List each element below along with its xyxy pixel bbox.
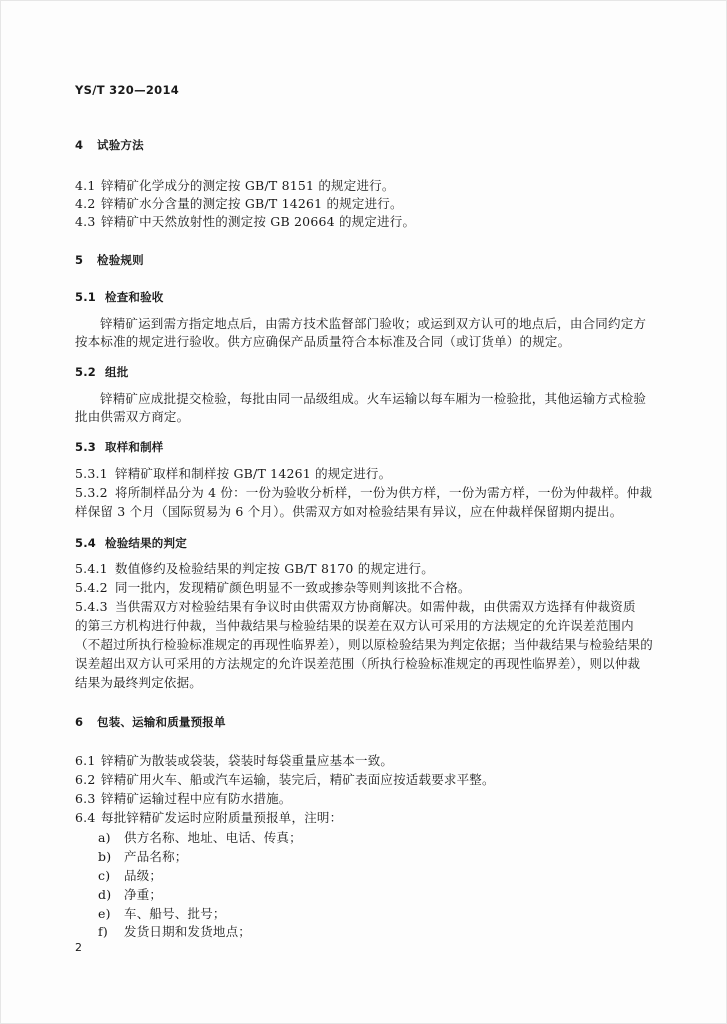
list-marker: b) (98, 849, 112, 864)
paragraph-line: 批由供需双方商定。 (75, 409, 190, 424)
clause-text: 锌精矿为散装或袋装，袋装时每袋重量应基本一致。 (101, 753, 394, 768)
subsection-5-3-heading (75, 439, 164, 455)
clause-5-4-1 (75, 561, 434, 577)
clause-6-4 (75, 810, 342, 826)
clause-4-1 (75, 178, 395, 194)
standard-code: YS/T 320—2014 (75, 83, 180, 97)
clause-5-3-2 (75, 485, 652, 501)
clause-text: 锌精矿中天然放射性的测定按 GB 20664 的规定进行。 (101, 214, 416, 229)
list-text: 品级； (124, 868, 163, 883)
paragraph-line: 结果为最终判定依据。 (75, 675, 203, 690)
paragraph-line: 误差超出双方认可采用的方法规定的允许误差范围（所执行检验标准规定的再现性临界差），则以仲裁 (75, 656, 641, 671)
clause-number: 6.3 (75, 791, 96, 806)
list-item (98, 887, 162, 903)
section-number: 6 (75, 715, 84, 729)
clause-text: 锌精矿用火车、船或汽车运输，装完后，精矿表面应按适载要求平整。 (101, 772, 495, 787)
clause-5-4-3 (75, 599, 636, 615)
clause-6-2 (75, 772, 495, 788)
list-marker: c) (98, 868, 111, 883)
list-item (98, 868, 162, 884)
clause-number: 4.3 (75, 214, 96, 229)
clause-number: 4.2 (75, 196, 96, 211)
section-number: 4 (75, 138, 84, 152)
clause-number: 5.4.1 (75, 561, 108, 576)
subsection-number: 5.3 (75, 440, 96, 454)
clause-text: 数值修约及检验结果的判定按 GB/T 8170 的规定进行。 (115, 561, 434, 576)
clause-5-3-1 (75, 466, 391, 482)
clause-text: 当供需双方对检验结果有争议时由供需双方协商解决。如需仲裁，由供需双方选择有仲裁资质 (115, 599, 636, 614)
clause-5-4-2 (75, 580, 471, 596)
list-item (98, 849, 188, 865)
list-text: 车、船号、批号； (124, 906, 226, 921)
clause-number: 6.2 (75, 772, 96, 787)
clause-number: 6.4 (75, 810, 96, 825)
subsection-5-2-heading (75, 364, 128, 380)
clause-number: 5.4.3 (75, 599, 108, 614)
section-title: 包装、运输和质量预报单 (97, 715, 226, 729)
paragraph-line: 按本标准的规定进行验收。供方应确保产品质量符合本标准及合同（或订货单）的规定。 (75, 334, 571, 349)
clause-number: 5.3.1 (75, 466, 108, 481)
list-marker: a) (98, 830, 111, 845)
subsection-5-4-heading (75, 535, 187, 551)
clause-text: 同一批内，发现精矿颜色明显不一致或掺杂等则判该批不合格。 (115, 580, 471, 595)
list-text: 发货日期和发货地点； (124, 924, 252, 939)
subsection-title: 组批 (105, 365, 129, 379)
clause-text: 锌精矿水分含量的测定按 GB/T 14261 的规定进行。 (101, 196, 403, 211)
section-title: 试验方法 (97, 138, 144, 152)
list-text: 净重； (124, 887, 163, 902)
list-marker: f) (98, 924, 108, 939)
clause-number: 5.3.2 (75, 485, 108, 500)
paragraph-line: （不超过所执行检验标准规定的再现性临界差），则以原检验结果为判定依据；当仲裁结果与检验结果的 (75, 637, 653, 652)
section-4-heading (75, 137, 144, 153)
clause-4-3 (75, 214, 415, 230)
list-marker: e) (98, 906, 111, 921)
subsection-5-1-heading (75, 289, 164, 305)
subsection-title: 检验结果的判定 (105, 536, 187, 550)
subsection-number: 5.1 (75, 290, 96, 304)
subsection-number: 5.2 (75, 365, 96, 379)
subsection-title: 检查和验收 (105, 290, 164, 304)
paragraph-line: 锌精矿应成批提交检验，每批由同一品级组成。火车运输以每车厢为一检验批，其他运输方式检验 (100, 391, 647, 406)
list-marker: d) (98, 887, 112, 902)
section-title: 检验规则 (97, 253, 144, 267)
section-5-heading (75, 252, 144, 268)
clause-text: 锌精矿运输过程中应有防水措施。 (101, 791, 292, 806)
clause-text: 将所制样品分为 4 份：一份为验收分析样，一份为供方样，一份为需方样，一份为仲裁样。仲裁 (115, 485, 653, 500)
paragraph-line: 样保留 3 个月（国际贸易为 6 个月）。供需双方如对检验结果有异议，应在仲裁样保留期内提出。 (75, 504, 623, 519)
paragraph-line: 锌精矿运到需方指定地点后，由需方技术监督部门验收；或运到双方认可的地点后，由合同约定方 (100, 316, 647, 331)
clause-text: 锌精矿取样和制样按 GB/T 14261 的规定进行。 (115, 466, 392, 481)
clause-number: 6.1 (75, 753, 96, 768)
subsection-number: 5.4 (75, 536, 96, 550)
page-number: 2 (75, 941, 82, 954)
list-item (98, 924, 251, 940)
list-text: 供方名称、地址、电话、传真； (124, 830, 302, 845)
clause-number: 4.1 (75, 178, 96, 193)
clause-4-2 (75, 196, 403, 212)
subsection-title: 取样和制样 (105, 440, 164, 454)
list-item (98, 906, 226, 922)
list-item (98, 830, 302, 846)
list-text: 产品名称； (124, 849, 188, 864)
section-6-heading (75, 714, 226, 730)
clause-6-1 (75, 753, 393, 769)
clause-6-3 (75, 791, 292, 807)
clause-text: 每批锌精矿发运时应附质量预报单，注明： (101, 810, 343, 825)
section-number: 5 (75, 253, 84, 267)
paragraph-line: 的第三方机构进行仲裁，当仲裁结果与检验结果的误差在双方认可采用的方法规定的允许误差范围内 (75, 618, 634, 633)
clause-text: 锌精矿化学成分的测定按 GB/T 8151 的规定进行。 (101, 178, 395, 193)
clause-number: 5.4.2 (75, 580, 108, 595)
